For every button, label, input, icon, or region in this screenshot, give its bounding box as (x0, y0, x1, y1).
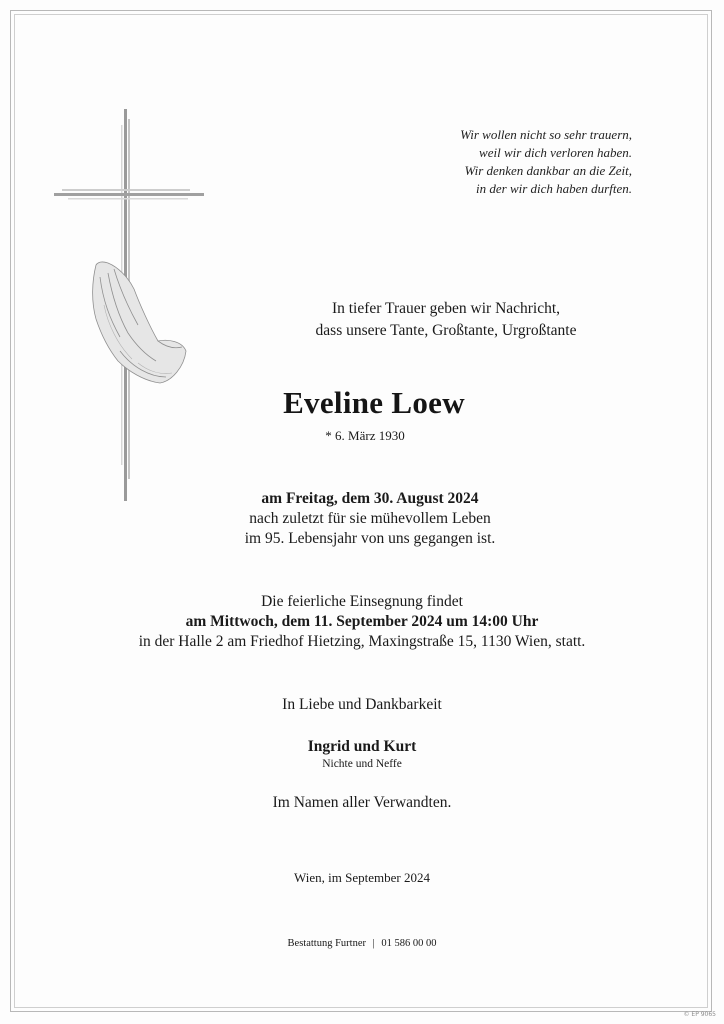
ceremony-location: in der Halle 2 am Friedhof Hietzing, Maxingstraße 15, 1130 Wien, statt. (138, 633, 586, 650)
quote-line: Wir denken dankbar an die Zeit, (464, 163, 632, 178)
intro-text (84, 298, 724, 342)
print-code: © EP 9065 (683, 1011, 716, 1018)
undertaker-footer (0, 938, 724, 949)
deceased-name: Eveline Loew (283, 385, 465, 420)
quote-line: in der wir dich haben durften. (476, 181, 632, 196)
footer-separator: | (372, 938, 375, 949)
place-date: Wien, im September 2024 (294, 870, 430, 885)
death-notice (8, 489, 724, 549)
quote-line: weil wir dich verloren haben. (479, 145, 632, 160)
memorial-quote (360, 126, 632, 198)
death-date: am Freitag, dem 30. August 2024 (261, 490, 479, 507)
ceremony-date: am Mittwoch, dem 11. September 2024 um 14:00 Uhr (185, 613, 539, 630)
death-line-3: im 95. Lebensjahr von uns gegangen ist. (244, 530, 496, 547)
undertaker-name: Bestattung Furtner (287, 938, 366, 949)
death-line-2: nach zuletzt für sie mühevollem Leben (249, 510, 491, 527)
undertaker-phone: 01 586 00 00 (381, 938, 437, 949)
birth-date: * 6. März 1930 (325, 428, 405, 443)
quote-line: Wir wollen nicht so sehr trauern, (460, 127, 632, 142)
intro-line-2: dass unsere Tante, Großtante, Urgroßtante (315, 322, 577, 339)
intro-line-1: In tiefer Trauer geben wir Nachricht, (331, 300, 561, 317)
relatives-line: Im Namen aller Verwandten. (272, 794, 452, 811)
love-line: In Liebe und Dankbarkeit (282, 696, 442, 713)
ceremony-line-1: Die feierliche Einsegnung findet (261, 593, 463, 610)
mourners-names: Ingrid und Kurt (307, 738, 417, 755)
mourners-relation: Nichte und Neffe (322, 758, 402, 770)
ceremony-notice (0, 592, 724, 652)
